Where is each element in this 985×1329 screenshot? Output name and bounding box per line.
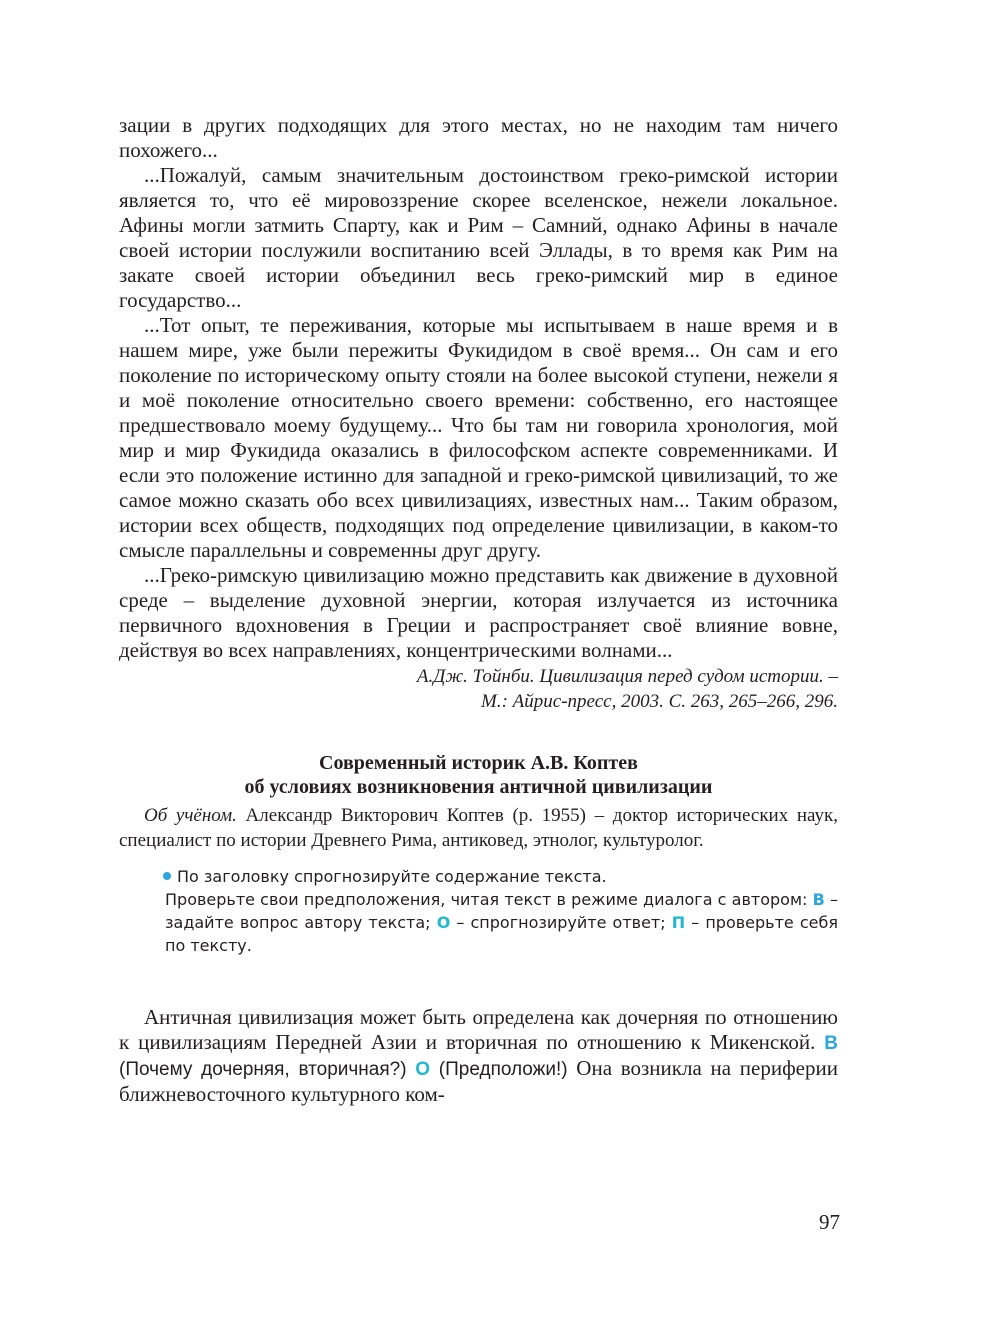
task-line-2 [165,888,838,957]
citation-line-1: А.Дж. Тойнби. Цивилизация перед судом истории. – [416,666,838,687]
section-title [119,751,838,799]
task-text-a: Проверьте свои предположения, читая текст в режиме диалога с автором: [165,890,813,909]
main-question: (Почему дочерняя, вторичная?) [119,1059,416,1080]
page-number: 97 [819,1210,840,1234]
about-text: Александр Викторович Коптев (р. 1955) – доктор исторических наук, специалист по истории Древнего Рима, антиковед, этнолог, культуролог. [119,805,838,851]
main-marker-v: В [824,1033,838,1054]
marker-o: О [436,913,451,932]
main-text-b: Она возникла на периферии ближневосточного культурного ком- [119,1056,838,1106]
reading-task [165,865,838,957]
section-title-line-1: Современный историк А.В. Коптев [319,752,638,774]
marker-v: В [812,890,825,909]
main-prompt: (Предположи!) [430,1059,568,1080]
about-label: Об учёном. [144,805,237,826]
quote-paragraph-2: ...Пожалуй, самым значительным достоинством греко-римской истории является то, что её мировоззрение скорее вселенское, нежели локальное. Афины могли затмить Спарту, как и Рим – Самний, однако Афины в начале своей истории послужили воспитанию всей Эллады, в то время как Рим на закате своей истории объединил весь греко-римский мир в единое государство... [119,163,838,312]
citation-line-2: М.: Айрис-пресс, 2003. С. 263, 265–266, 296. [481,691,838,712]
task-text-d: – проверьте себя по тексту. [165,913,839,955]
quote-citation [119,664,838,714]
task-line-1-text: По заголовку спрогнозируйте содержание текста. [177,867,607,886]
task-text-c: – спрогнозируйте ответ; [450,913,672,932]
about-author [119,803,838,853]
main-marker-o: О [415,1059,431,1080]
section-title-line-2: об условиях возникновения античной цивилизации [244,776,713,798]
main-text-a: Античная цивилизация может быть определена как дочерняя по отношению к цивилизациям Передней Азии и вторичная по отношению к Микенской. [119,1005,838,1054]
quote-paragraph-3: ...Тот опыт, те переживания, которые мы испытываем в наше время и в нашем мире, уже были пережиты Фукидидом в своё время... Он сам и его поколение по историческому опыту стояли на более высокой ступени, нежели я и моё поколение относительно своего времени: собственно, его настоящее предшествовало моему будущему... Что бы там ни говорила хронология, мой мир и мир Фукидида оказались в философском аспекте современниками. И если это положение истинно для западной и греко-римской цивилизаций, то же самое можно сказать обо всех цивилизациях, известных нам... Таким образом, истории всех обществ, подходящих под определение цивилизации, в каком-то смысле параллельны и современны друг другу. [119,313,838,562]
bullet-icon [163,872,171,880]
task-text-b: – задайте вопрос автору текста; [165,890,838,932]
quote-paragraph-4: ...Греко-римскую цивилизацию можно представить как движение в духовной среде – выделение духовной энергии, которая излучается из источника первичного вдохновения в Греции и распространяет своё влияние вовне, действуя во всех направлениях, концентрическими волнами... [119,563,838,662]
quote-paragraph-1: зации в других подходящих для этого местах, но не находим там ничего похожего... [119,113,838,162]
marker-p: П [671,913,686,932]
task-line-1 [165,865,838,888]
main-paragraph [119,1005,838,1107]
page-content [119,113,838,1107]
